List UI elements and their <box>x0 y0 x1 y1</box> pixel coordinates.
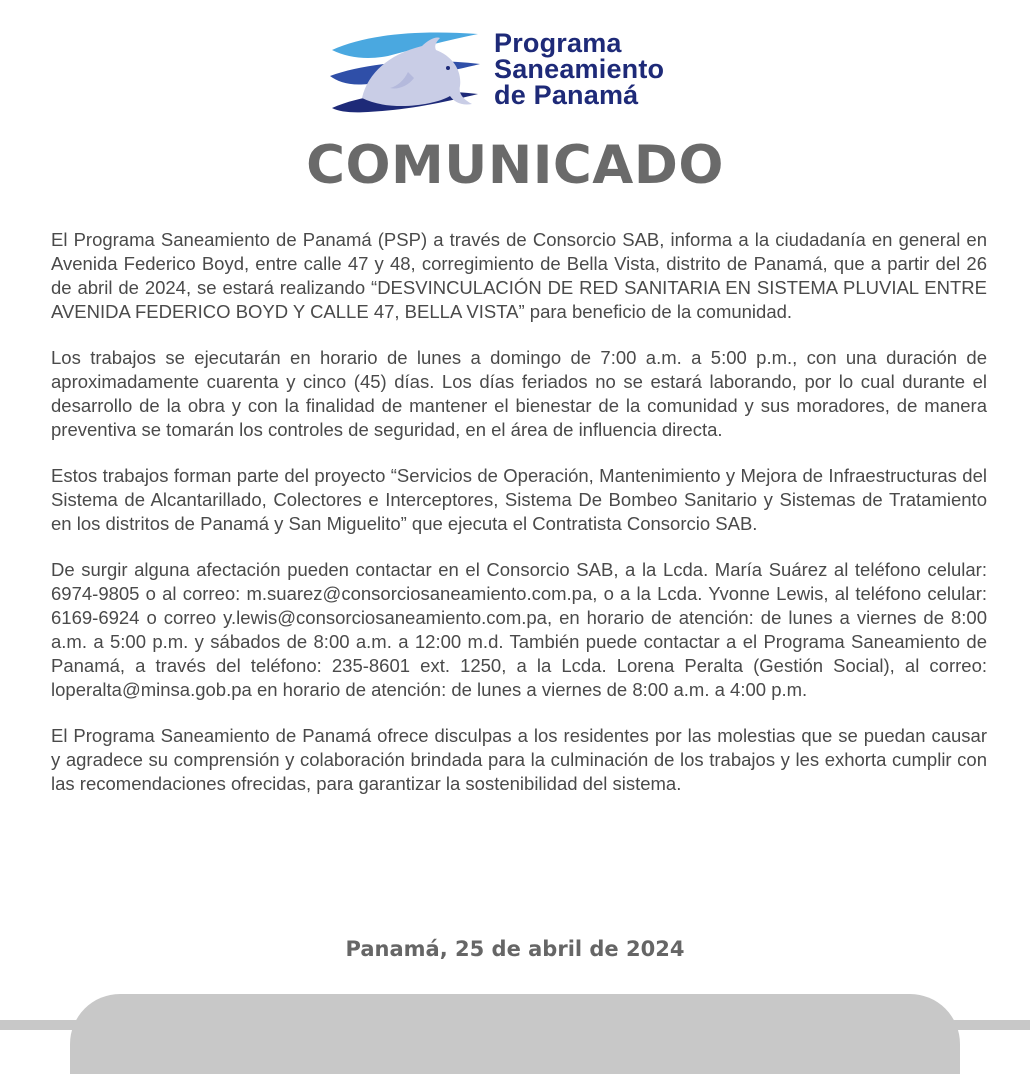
footer-band <box>0 1020 1030 1030</box>
psp-logo <box>328 28 708 118</box>
logo-line-3: de Panamá <box>494 80 639 110</box>
paragraph-schedule: Los trabajos se ejecutarán en horario de lunes a domingo de 7:00 a.m. a 5:00 p.m., con una duración de aproximadamente cuarenta y cinco (45) días. Los días feriados no se estará laborando, por lo cual durante el desarrollo de la obra y con la finalidad de mantener el bienestar de la comunidad y sus moradores, de manera preventiva se tomarán los controles de seguridad, en el área de influencia directa. <box>51 347 987 440</box>
issue-date: Panamá, 25 de abril de 2024 <box>345 937 685 961</box>
footer-decoration <box>70 994 960 1074</box>
paragraph-contacts: De surgir alguna afectación pueden contactar en el Consorcio SAB, a la Lcda. María Suárez al teléfono celular: 6974-9805 o al correo: m.suarez@consorciosaneamiento.com.pa, o a la Lcda. Yvonne Lewis, al teléfono celular: 6169-6924 o correo y.lewis@consorciosaneamiento.com.pa, en horario de atención: de lunes a viernes de 8:00 a.m. a 5:00 p.m. y sábados de 8:00 a.m. a 12:00 m.d. También puede contactar a el Programa Saneamiento de Panamá, a través del teléfono: 235-8601 ext. 1250, a la Lcda. Lorena Peralta (Gestión Social), al correo: loperalta@minsa.gob.pa en horario de atención: de lunes a viernes de 8:00 a.m. a 4:00 p.m. <box>51 559 987 700</box>
dolphin-waves-icon <box>328 28 488 118</box>
logo-line-1: Programa <box>494 28 622 58</box>
logo-line-2: Saneamiento <box>494 54 665 84</box>
page-title: COMUNICADO <box>306 135 724 196</box>
logo-wordmark <box>494 30 664 108</box>
announcement-body <box>51 228 987 818</box>
paragraph-project: Estos trabajos forman parte del proyecto “Servicios de Operación, Mantenimiento y Mejora de Infraestructuras del Sistema de Alcantarillado, Colectores e Interceptores, Sistema De Bombeo Sanitario y Sistemas de Tratamiento en los distritos de Panamá y San Miguelito” que ejecuta el Contratista Consorcio SAB. <box>51 465 987 534</box>
paragraph-apology: El Programa Saneamiento de Panamá ofrece disculpas a los residentes por las molestias que se puedan causar y agradece su comprensión y colaboración brindada para la culminación de los trabajos y les exhorta cumplir con las recomendaciones ofrecidas, para garantizar la sostenibilidad del sistema. <box>51 725 987 794</box>
paragraph-intro: El Programa Saneamiento de Panamá (PSP) a través de Consorcio SAB, informa a la ciudadanía en general en Avenida Federico Boyd, entre calle 47 y 48, corregimiento de Bella Vista, distrito de Panamá, que a partir del 26 de abril de 2024, se estará realizando “DESVINCULACIÓN DE RED SANITARIA EN SISTEMA PLUVIAL ENTRE AVENIDA FEDERICO BOYD Y CALLE 47, BELLA VISTA” para beneficio de la comunidad. <box>51 229 987 322</box>
